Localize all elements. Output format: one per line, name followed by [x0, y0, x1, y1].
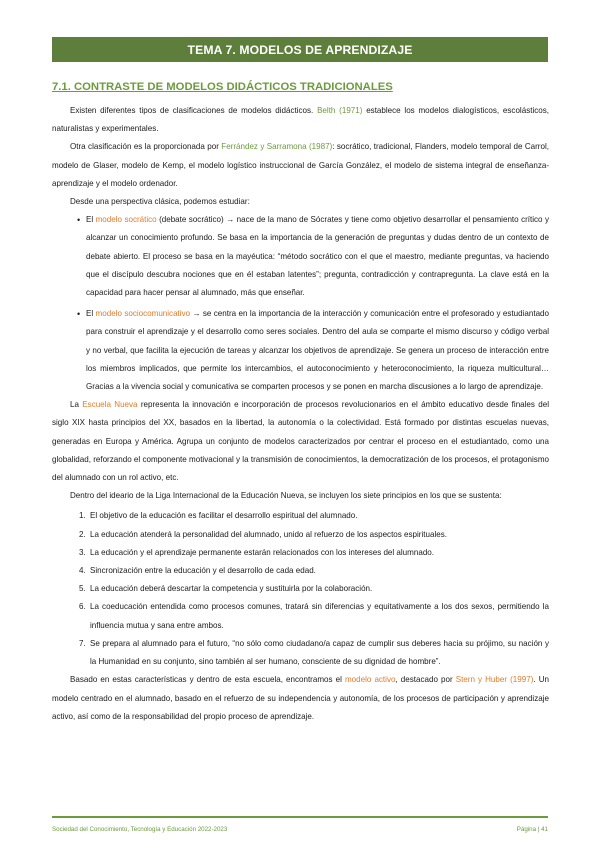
citation-belth: Belth (1971)	[317, 106, 363, 115]
term-modelo-socratico: modelo socrático	[95, 215, 157, 225]
section-heading: 7.1. CONTRASTE DE MODELOS DIDÁCTICOS TRADICIONALES	[52, 81, 393, 93]
paragraph-ferrandez	[52, 138, 549, 193]
paragraph-text: La	[70, 400, 83, 410]
term-modelo-activo: modelo activo	[344, 675, 396, 685]
footer-course-name: Sociedad del Conocimiento, Tecnología y Educación 2022-2023	[52, 826, 228, 833]
models-list	[52, 211, 549, 396]
principle-item: 2. La educación atenderá la personalidad del alumnado, unido al refuerzo de los aspectos espirituales.	[88, 526, 549, 544]
principle-item: 4. Sincronización entre la educación y el desarrollo de cada edad.	[88, 562, 549, 580]
principle-item: 1. El objetivo de la educación es facilitar el desarrollo espiritual del alumnado.	[88, 507, 549, 525]
paragraph-text: Existen diferentes tipos de clasificaciones de modelos didácticos.	[70, 106, 318, 115]
principles-list	[52, 507, 549, 671]
paragraph-modelo-activo	[52, 671, 549, 726]
paragraph-text: Otra clasificación es la proporcionada por	[70, 142, 222, 152]
list-item-modelo-sociocomunicativo	[86, 305, 549, 396]
footer-divider	[52, 816, 548, 818]
list-item-text: (debate socrático) → nace de la mano de Sócrates y tiene como objetivo desarrollar el pensamiento crítico y alcanzar un conocimiento profundo. Se basa en la importancia de la generación de preguntas y dudas dentro de un contexto de debate abierto. El proceso se basa en la mayéutica: “método socrático con el que el maestro, mediante preguntas, va haciendo que el discípulo descubra nociones que en él estaban latentes”; pregunta, contradicción y contrapregunta. La clave está en la capacidad para hacer pensar al alumnado, más que enseñar.	[86, 215, 549, 298]
document-body	[52, 102, 549, 726]
term-modelo-sociocomunicativo: modelo sociocomunicativo	[95, 309, 191, 319]
paragraph-text: : socrático, tradicional, Flanders, modelo temporal de Carrol, modelo de Glaser, modelo de Kemp, el modelo logístico instruccional de García González, el modelo de sistema integral de enseñanza-aprendizaje y el modelo ordenador.	[52, 142, 549, 188]
principle-item: 7. Se prepara al alumnado para el futuro, “no sólo como ciudadano/a capaz de cumplir sus deberes hacia su prójimo, su nación y la Humanidad en su conjunto, sino también al ser humano, consciente de su dignidad de hombre”.	[88, 635, 549, 671]
paragraph-text: . Un modelo centrado en el alumnado, basado en el refuerzo de su independencia y autonomía, de los procesos de participación y aprendizaje activo, así como de la responsabilidad del propio proceso de aprendizaje.	[52, 675, 549, 721]
list-item-text: El	[86, 215, 96, 225]
paragraph-text: Basado en estas características y dentro de esta escuela, encontramos el	[70, 675, 345, 685]
paragraph-escuela-nueva	[52, 396, 549, 487]
paragraph-text: , destacado por	[395, 675, 456, 685]
chapter-title: TEMA 7. MODELOS DE APRENDIZAJE	[187, 42, 413, 57]
principle-item: 6. La coeducación entendida como procesos comunes, tratará sin diferencias y equitativamente a los dos sexos, permitiendo la influencia mutua y sana entre ambos.	[88, 598, 549, 634]
list-item-text: El	[86, 309, 96, 319]
paragraph-text: representa la innovación e incorporación de procesos revolucionarios en el ámbito educativo desde finales del siglo XIX hasta principios del XX, basados en la libertad, la autonomía o la colectividad. Está formado por distintas escuelas nuevas, generadas en Europa y América. Agrupa un conjunto de modelos caracterizados por centrar el proceso en el estudiantado, como una globalidad, reforzando el componente motivacional y la transmisión de conocimientos, la democratización de los procesos, el protagonismo del alumnado con un rol activo, etc.	[52, 400, 550, 483]
list-item-modelo-socratico	[86, 211, 549, 302]
principle-item: 3. La educación y el aprendizaje permanente estarán relacionados con los intereses del alumnado.	[88, 544, 549, 562]
paragraph-perspectiva: Desde una perspectiva clásica, podemos estudiar:	[70, 197, 250, 207]
term-escuela-nueva: Escuela Nueva	[82, 400, 138, 410]
paragraph-belth	[52, 102, 549, 138]
paragraph-text: establece los modelos dialogísticos, escolásticos, naturalistas y experimentales.	[52, 106, 549, 134]
citation-ferrandez: Ferrández y Sarramona (1987)	[221, 142, 333, 152]
principle-item: 5. La educación deberá descartar la competencia y sustituirla por la colaboración.	[88, 580, 549, 598]
citation-stern-huber: Stern y Huber (1997)	[455, 675, 534, 685]
list-item-text: → se centra en la importancia de la interacción y comunicación entre el profesorado y estudiantado para construir el aprendizaje y el desarrollo como seres sociales. Dentro del aula se comparte el mismo discurso y código verbal y no verbal, que facilita la ejecución de tareas y alcanzar los objetivos de aprendizaje. Se genera un proceso de interacción entre los miembros implicados, que permite los intercambios, el autoconocimiento y heteroconocimiento, la riqueza multicultural… Gracias a la vivencia social y comunicativa se comparten procesos y se ponen en marcha discusiones a lo largo de aprendizaje.	[86, 309, 549, 392]
footer-page-number: Página | 41	[516, 826, 548, 833]
paragraph-ideario: Dentro del ideario de la Liga Internacional de la Educación Nueva, se incluyen los siete principios en los que se sustenta:	[70, 491, 502, 501]
chapter-title-bar	[52, 37, 548, 62]
